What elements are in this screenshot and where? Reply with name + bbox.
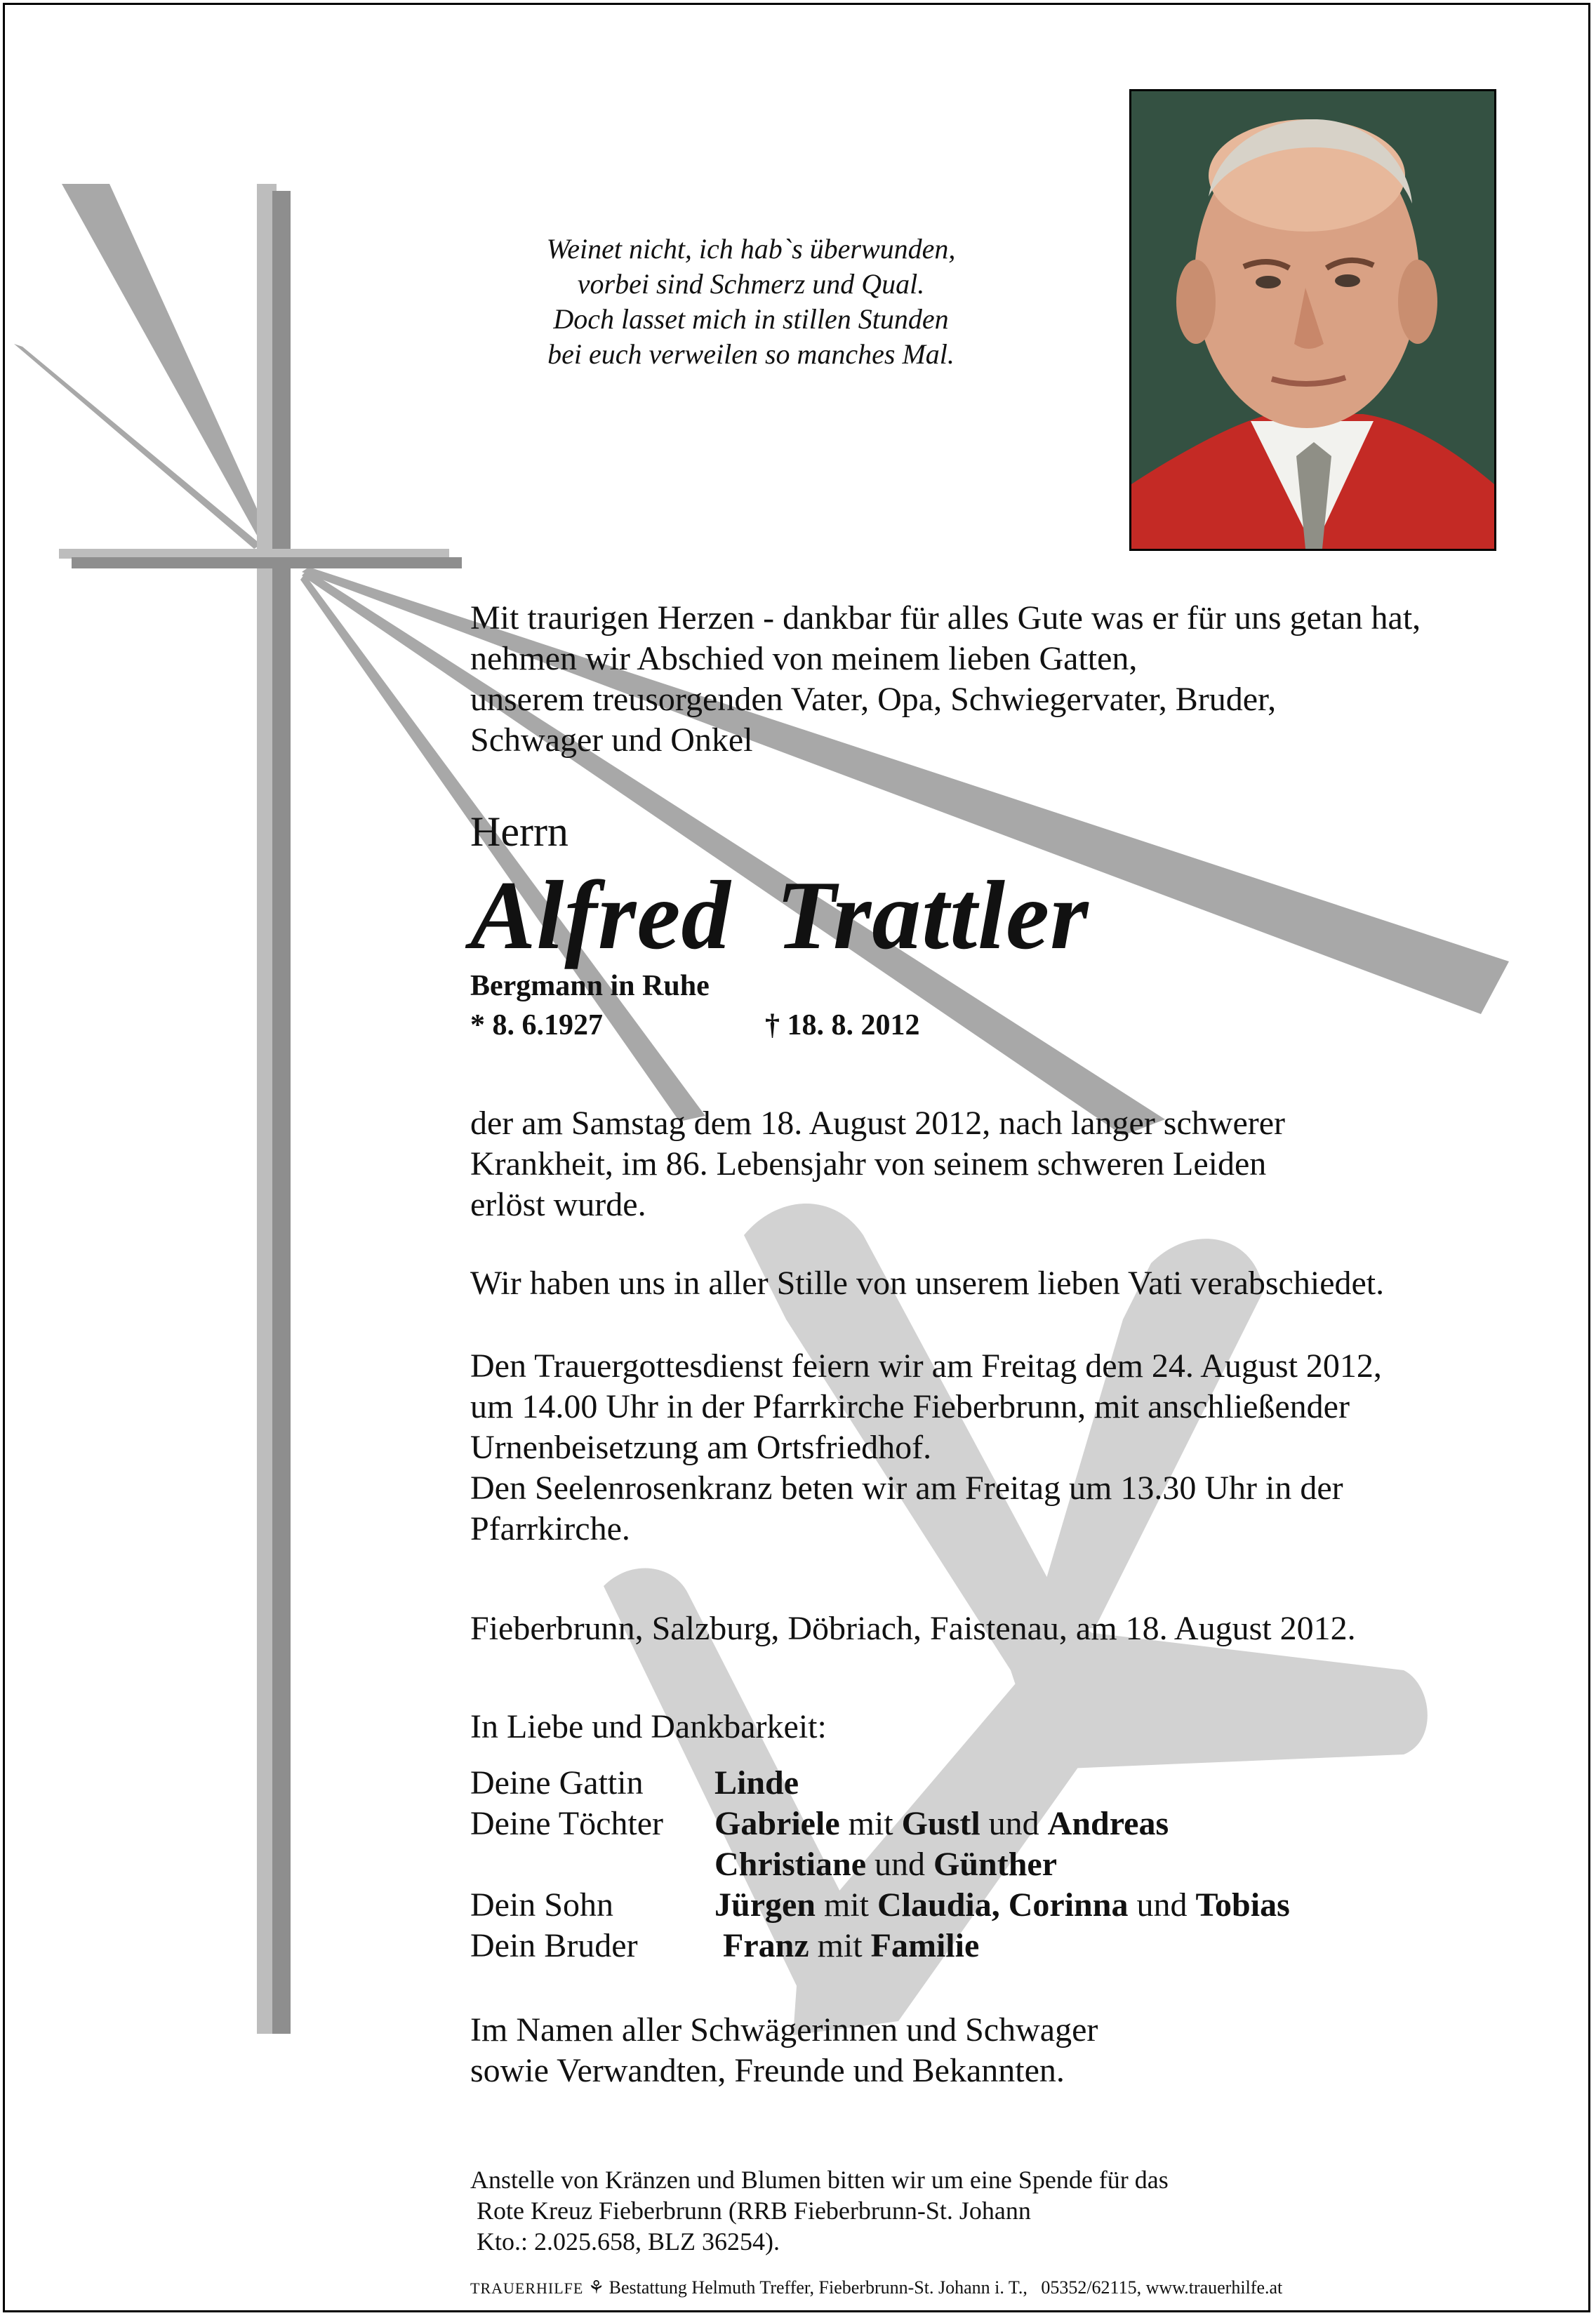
farewell-paragraph: Wir haben uns in aller Stille von unserem lieben Vati verabschiedet. — [470, 1265, 1385, 1302]
family-row — [470, 1763, 1290, 1804]
relation-label: Deine Töchter — [470, 1805, 663, 1842]
service-paragraph — [470, 1346, 1537, 1550]
footer-text: Bestattung Helmuth Treffer, Fieberbrunn-St. Johann i. T., 05352/62115, www.trauerhilfe.at — [609, 2277, 1283, 2298]
poem — [449, 232, 1053, 372]
connector: mit — [824, 1886, 870, 1924]
family-list — [470, 1763, 1290, 1966]
intro-text — [470, 598, 1537, 761]
poem-line: Weinet nicht, ich hab`s überwunden, — [546, 233, 956, 265]
connector: mit — [848, 1805, 893, 1842]
member-name: Franz — [723, 1927, 809, 1964]
cross-graphic — [59, 184, 462, 2034]
text-line: um 14.00 Uhr in der Pfarrkirche Fieberbrunn, mit anschließender — [470, 1388, 1350, 1425]
connector: und — [875, 1846, 925, 1883]
text-line: sowie Verwandten, Freunde und Bekannten. — [470, 2052, 1065, 2089]
member-name: Andreas — [1047, 1805, 1169, 1842]
family-row — [470, 1804, 1290, 1844]
family-row — [470, 1885, 1290, 1926]
portrait-photo — [1129, 89, 1496, 551]
member-name: Familie — [870, 1927, 980, 1964]
connector: mit — [817, 1927, 863, 1964]
flower-icon: ⚘ — [587, 2277, 605, 2298]
connector: und — [1136, 1886, 1188, 1924]
text-line: Urnenbeisetzung am Ortsfriedhof. — [470, 1429, 932, 1466]
text-line: der am Samstag dem 18. August 2012, nach langer schwerer — [470, 1105, 1286, 1142]
intro-line: Schwager und Onkel — [470, 721, 753, 759]
text-line: Anstelle von Kränzen und Blumen bitten wir um eine Spende für das — [470, 2166, 1169, 2194]
member-name: Linde — [714, 1764, 799, 1801]
text-line: Pfarrkirche. — [470, 1510, 630, 1547]
family-row — [470, 1844, 1290, 1885]
connector: und — [988, 1805, 1039, 1842]
member-name: Claudia, Corinna — [877, 1886, 1129, 1924]
family-members — [714, 1804, 1290, 1844]
relation-label — [470, 1844, 714, 1885]
member-name: Christiane — [714, 1846, 866, 1883]
occupation: Bergmann in Ruhe — [470, 970, 710, 1002]
text-line: Rote Kreuz Fieberbrunn (RRB Fieberbrunn-St. Johann — [470, 2197, 1031, 2225]
text-line: erlöst wurde. — [470, 1186, 646, 1223]
intro-line: nehmen wir Abschied von meinem lieben Gatten, — [470, 640, 1138, 677]
relation-label: Dein Sohn — [470, 1886, 613, 1924]
relation-label: Dein Bruder — [470, 1927, 638, 1964]
text-line: Krankheit, im 86. Lebensjahr von seinem schweren Leiden — [470, 1145, 1267, 1183]
text-line: Kto.: 2.025.658, BLZ 36254). — [470, 2227, 780, 2256]
salutation: Herrn — [470, 808, 568, 855]
poem-line: bei euch verweilen so manches Mal. — [547, 338, 955, 370]
family-members — [714, 1885, 1290, 1926]
poem-line: vorbei sind Schmerz und Qual. — [577, 268, 925, 300]
text-line: Den Seelenrosenkranz beten wir am Freitag um 13.30 Uhr in der — [470, 1470, 1343, 1507]
place-date: Fieberbrunn, Salzburg, Döbriach, Faistenau, am 18. August 2012. — [470, 1610, 1356, 1647]
family-members — [714, 1926, 1290, 1966]
intro-line: Mit traurigen Herzen - dankbar für alles Gute was er für uns getan hat, — [470, 599, 1421, 637]
footer — [470, 2277, 1282, 2300]
family-members — [714, 1844, 1290, 1885]
member-name: Jürgen — [714, 1886, 816, 1924]
member-name: Gabriele — [714, 1805, 840, 1842]
relation-label: Deine Gattin — [470, 1764, 644, 1801]
intro-line: unserem treusorgenden Vater, Opa, Schwiegervater, Bruder, — [470, 681, 1277, 718]
family-members — [714, 1763, 1290, 1804]
family-row — [470, 1926, 1290, 1966]
closing-line: In Liebe und Dankbarkeit: — [470, 1708, 827, 1745]
passing-paragraph — [470, 1103, 1537, 1225]
footer-brand: TRAUERHILFE — [470, 2279, 584, 2297]
life-dates — [470, 1008, 1102, 1043]
text-line: Den Trauergottesdienst feiern wir am Freitag dem 24. August 2012, — [470, 1347, 1382, 1385]
donation-note — [470, 2164, 1383, 2257]
text-line: Im Namen aller Schwägerinnen und Schwager — [470, 2011, 1098, 2049]
birth-date: * 8. 6.1927 — [470, 1009, 603, 1041]
poem-line: Doch lasset mich in stillen Stunden — [553, 303, 949, 335]
member-name: Gustl — [901, 1805, 980, 1842]
also-mourning — [470, 2010, 1537, 2091]
death-date: † 18. 8. 2012 — [765, 1009, 920, 1041]
member-name: Tobias — [1195, 1886, 1290, 1924]
deceased-name: Alfred Trattler — [470, 861, 1089, 970]
member-name: Günther — [933, 1846, 1058, 1883]
